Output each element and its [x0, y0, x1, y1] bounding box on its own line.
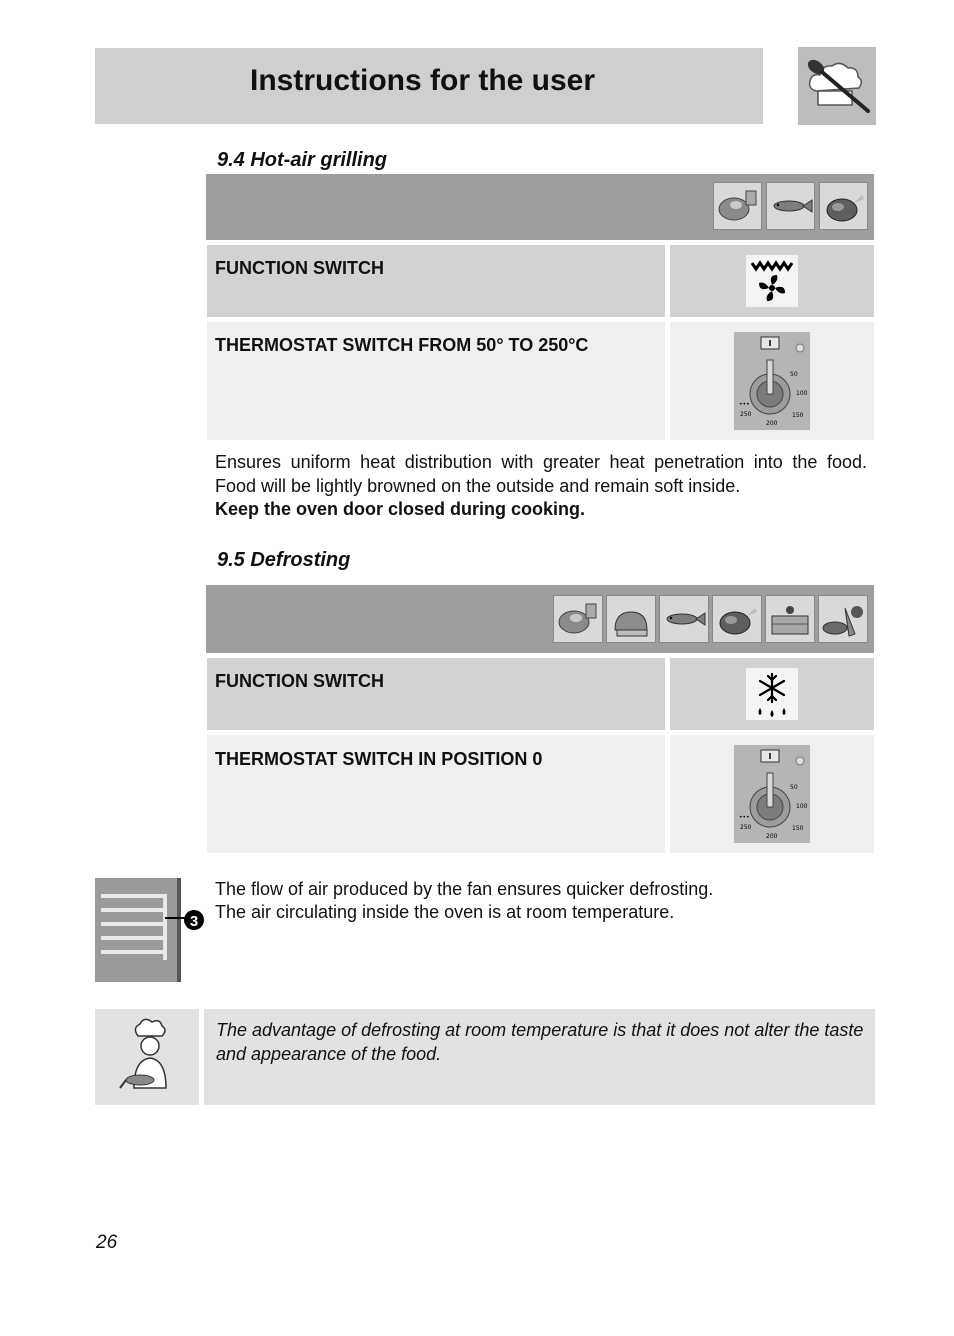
- dial-tick-50: 50: [790, 371, 798, 378]
- svg-text:•••: •••: [739, 814, 750, 821]
- page-number: 26: [96, 1232, 118, 1253]
- function-switch-cell: [207, 245, 665, 317]
- hot-air-grilling-description: Ensures uniform heat distribution with greater heat penetration into the food. Food will be lightly browned on the outside and remain soft inside.: [215, 452, 867, 496]
- fish-icon: [766, 182, 815, 230]
- section-title-hot-air-grilling: 9.4 Hot-air grilling: [217, 149, 388, 171]
- fan-grill-icon: [746, 255, 798, 307]
- thermostat-dial-icon: [734, 745, 810, 843]
- meat-icon: [713, 182, 762, 230]
- thermostat-switch-label: THERMOSTAT SWITCH FROM 50° TO 250°C: [215, 335, 589, 355]
- dial-tick-200: 200: [766, 420, 778, 427]
- thermostat-switch-label: THERMOSTAT SWITCH IN POSITION 0: [215, 749, 543, 769]
- dial-tick-100: 100: [796, 390, 808, 397]
- tip-text: The advantage of defrosting at room temperature is that it does not alter the taste and appearance of the food.: [216, 1020, 864, 1064]
- function-switch-label: FUNCTION SWITCH: [215, 671, 384, 691]
- bread-icon: [606, 595, 656, 643]
- defrosting-description-line-1: The flow of air produced by the fan ensures quicker defrosting.: [215, 879, 714, 899]
- page-title: Instructions for the user: [250, 64, 596, 97]
- dial-tick-100: 100: [796, 803, 808, 810]
- vegetables-icon: [818, 595, 868, 643]
- function-switch-cell: [207, 658, 665, 730]
- dial-tick-250: 250: [740, 824, 752, 831]
- oven-rack-illustration: [95, 878, 207, 984]
- dial-tick-150: 150: [792, 412, 804, 419]
- thermostat-dial-icon: [734, 332, 810, 430]
- chef-hat-spoon-icon: [798, 47, 876, 125]
- section-title-defrosting: 9.5 Defrosting: [217, 549, 351, 571]
- dial-tick-50: 50: [790, 784, 798, 791]
- function-switch-label: FUNCTION SWITCH: [215, 258, 384, 278]
- dial-tick-150: 150: [792, 825, 804, 832]
- defrosting-description-line-2: The air circulating inside the oven is at room temperature.: [215, 902, 675, 922]
- meat-icon: [553, 595, 603, 643]
- poultry-icon: [819, 182, 868, 230]
- svg-text:•••: •••: [739, 401, 750, 408]
- dial-tick-200: 200: [766, 833, 778, 840]
- chef-icon: [118, 1018, 182, 1094]
- snowflake-defrost-icon: [746, 668, 798, 720]
- hot-air-grilling-note: Keep the oven door closed during cooking.: [215, 499, 586, 519]
- rack-level-number: 3: [189, 913, 199, 930]
- cake-icon: [765, 595, 815, 643]
- fish-icon: [659, 595, 709, 643]
- dial-tick-250: 250: [740, 411, 752, 418]
- poultry-icon: [712, 595, 762, 643]
